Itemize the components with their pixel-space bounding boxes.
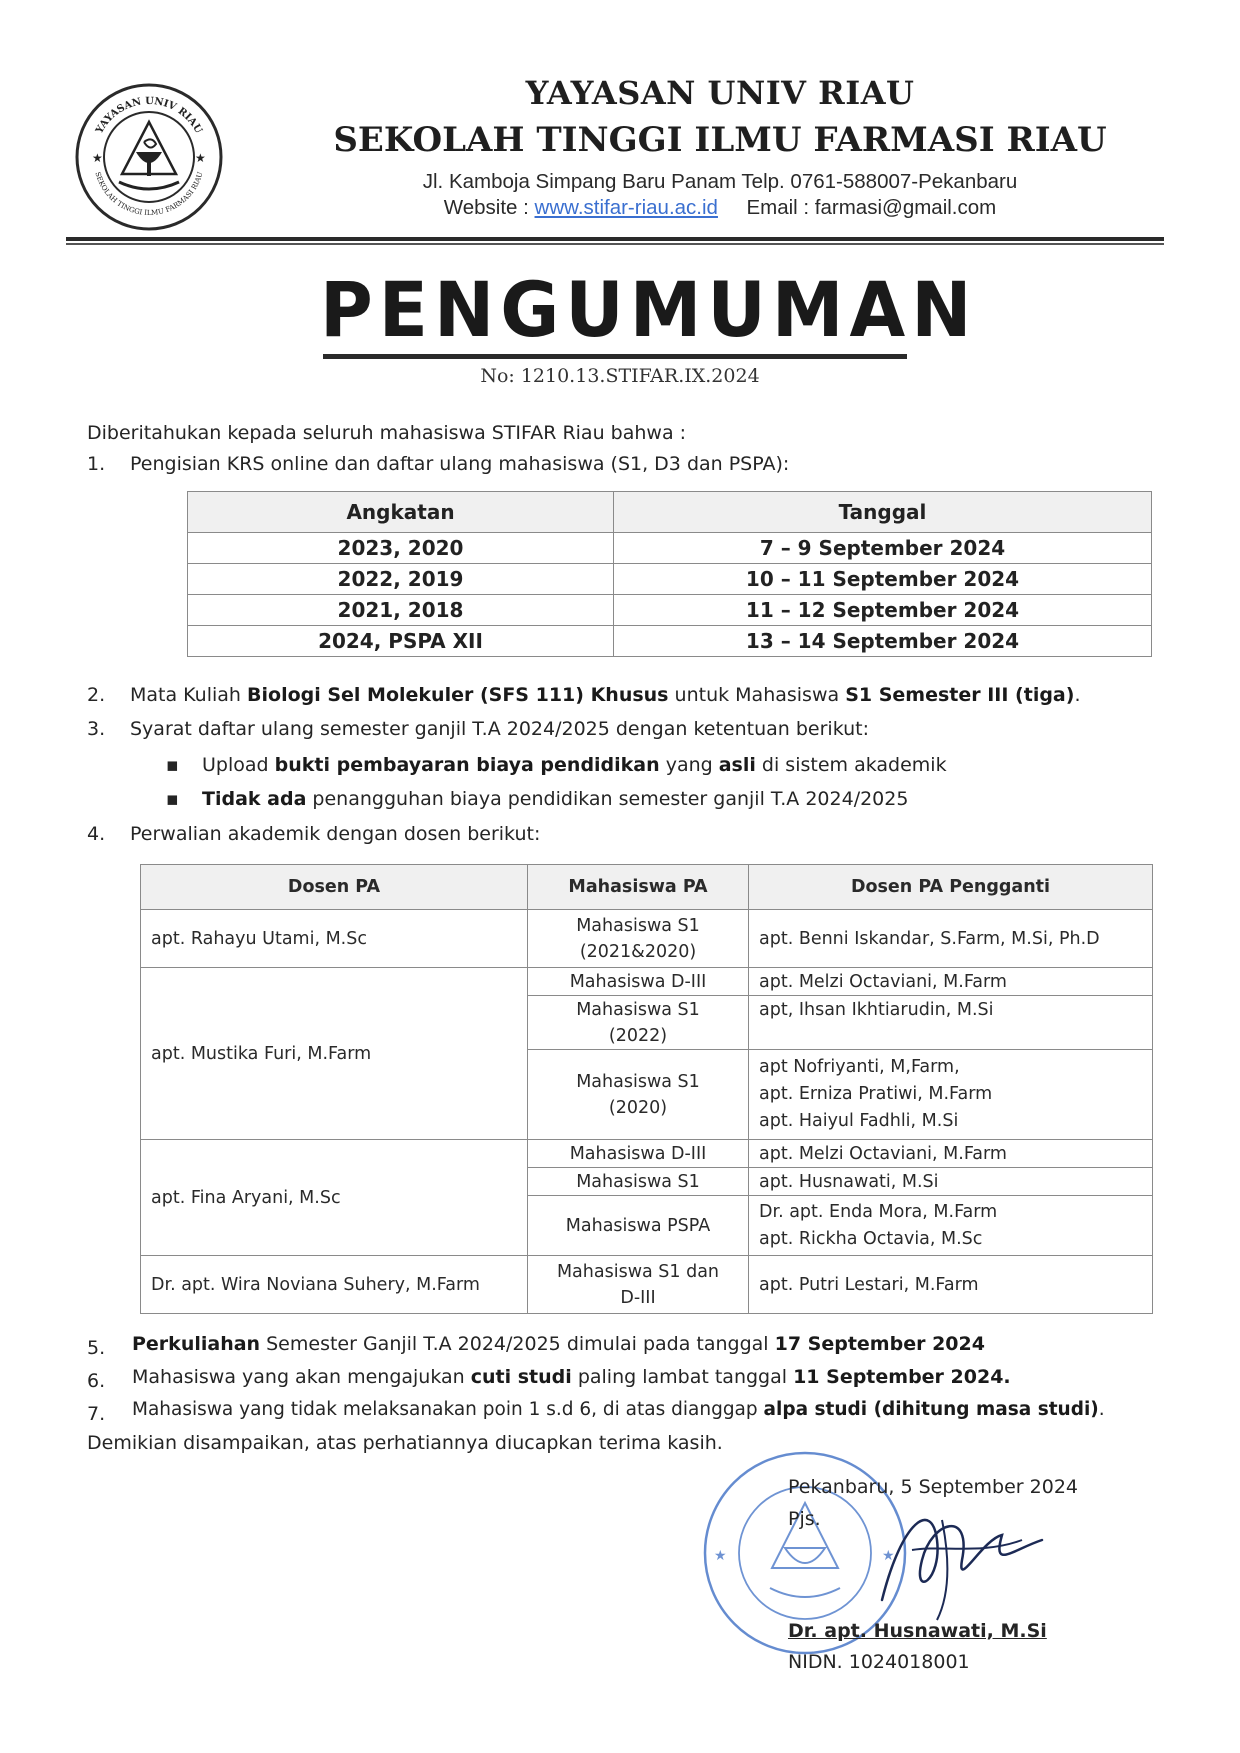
item-number: 2. (87, 684, 106, 706)
item-1-text: Pengisian KRS online dan daftar ulang mahasiswa (S1, D3 dan PSPA): (130, 453, 790, 475)
bullet-1-text: Upload bukti pembayaran biaya pendidikan yang asli di sistem akademik (202, 754, 947, 776)
institution-name: SEKOLAH TINGGI ILMU FARMASI RIAU (333, 120, 1107, 160)
email-label: Email : (746, 196, 810, 219)
svg-text:★: ★ (882, 1548, 895, 1564)
address: Jl. Kamboja Simpang Baru Panam Telp. 0761-588007-Pekanbaru (422, 170, 1018, 193)
svg-text:★: ★ (714, 1548, 727, 1564)
advisor-cell: apt. Mustika Furi, M.Farm (141, 968, 528, 1140)
column-header: Mahasiswa PA (528, 865, 749, 910)
bullet-icon: ▪ (166, 788, 179, 810)
student-group-cell: Mahasiswa D-III (528, 968, 749, 996)
svg-text:★: ★ (92, 151, 103, 165)
place-date: Pekanbaru, 5 September 2024 (788, 1476, 1079, 1498)
signer-name: Dr. apt. Husnawati, M.Si (788, 1620, 1047, 1642)
closing-text: Demikian disampaikan, atas perhatiannya diucapkan terima kasih. (87, 1432, 723, 1454)
substitute-cell: Dr. apt. Enda Mora, M.Farm apt. Rickha Octavia, M.Sc (749, 1196, 1153, 1256)
substitute-cell: apt. Benni Iskandar, S.Farm, M.Si, Ph.D (749, 910, 1153, 968)
cohort-cell: 2021, 2018 (188, 595, 614, 626)
table-row (141, 968, 1153, 996)
website-link[interactable]: www.stifar-riau.ac.id (534, 196, 718, 219)
logo-text-bottom: SEKOLAH TINGGI ILMU FARMASI RIAU (93, 170, 205, 218)
item-number: 4. (87, 823, 106, 845)
advisor-cell: apt. Rahayu Utami, M.Sc (141, 910, 528, 968)
item-5-text: Perkuliahan Semester Ganjil T.A 2024/2025 dimulai pada tanggal 17 September 2024 (132, 1333, 985, 1355)
table-row (141, 910, 1153, 968)
table-row (188, 564, 1152, 595)
column-header: Dosen PA Pengganti (749, 865, 1153, 910)
table-header-row (188, 492, 1152, 533)
substitute-cell: apt. Melzi Octaviani, M.Farm (749, 1140, 1153, 1168)
academic-advisor-table (140, 864, 1153, 1314)
title-underline (323, 354, 907, 359)
handwritten-signature (842, 1480, 1062, 1640)
header-divider (66, 237, 1164, 241)
signer-nidn: NIDN. 1024018001 (788, 1651, 970, 1673)
svg-text:★: ★ (195, 151, 206, 165)
cohort-cell: 2024, PSPA XII (188, 626, 614, 657)
krs-schedule-table (187, 491, 1152, 657)
student-group-cell: Mahasiswa S1 (2022) (528, 996, 749, 1050)
table-row (188, 626, 1152, 657)
date-cell: 11 – 12 September 2024 (614, 595, 1152, 626)
item-3-text: Syarat daftar ulang semester ganjil T.A 2024/2025 dengan ketentuan berikut: (130, 718, 870, 740)
student-group-cell: Mahasiswa S1 dan D-III (528, 1256, 749, 1314)
substitute-cell: apt. Putri Lestari, M.Farm (749, 1256, 1153, 1314)
item-number: 5. (87, 1337, 106, 1359)
item-number: 7. (87, 1403, 106, 1425)
substitute-cell: apt. Husnawati, M.Si (749, 1168, 1153, 1196)
cohort-cell: 2022, 2019 (188, 564, 614, 595)
advisor-cell: Dr. apt. Wira Noviana Suhery, M.Farm (141, 1256, 528, 1314)
item-4-text: Perwalian akademik dengan dosen berikut: (130, 823, 541, 845)
bullet-icon: ▪ (166, 754, 179, 776)
column-header: Tanggal (614, 492, 1152, 533)
substitute-cell: apt Nofriyanti, M,Farm, apt. Erniza Pratiwi, M.Farm apt. Haiyul Fadhli, M.Si (749, 1050, 1153, 1140)
date-cell: 13 – 14 September 2024 (614, 626, 1152, 657)
contact-line (280, 196, 1160, 220)
substitute-cell: apt. Melzi Octaviani, M.Farm (749, 968, 1153, 996)
date-cell: 10 – 11 September 2024 (614, 564, 1152, 595)
table-row (141, 1140, 1153, 1168)
logo-text-top: YAYASAN UNIV RIAU (94, 95, 204, 136)
item-7-text: Mahasiswa yang tidak melaksanakan poin 1 s.d 6, di atas dianggap alpa studi (dihitung masa studi). (132, 1399, 1105, 1420)
student-group-cell: Mahasiswa D-III (528, 1140, 749, 1168)
intro-text: Diberitahukan kepada seluruh mahasiswa STIFAR Riau bahwa : (87, 422, 687, 444)
header-divider-thin (66, 243, 1164, 245)
date-cell: 7 – 9 September 2024 (614, 533, 1152, 564)
student-group-cell: Mahasiswa PSPA (528, 1196, 749, 1256)
bullet-2-text: Tidak ada penangguhan biaya pendidikan semester ganjil T.A 2024/2025 (202, 788, 909, 810)
student-group-cell: Mahasiswa S1 (2020) (528, 1050, 749, 1140)
table-row (188, 533, 1152, 564)
document-number: No: 1210.13.STIFAR.IX.2024 (480, 365, 760, 387)
student-group-cell: Mahasiswa S1 (528, 1168, 749, 1196)
item-number: 3. (87, 718, 106, 740)
table-row (188, 595, 1152, 626)
student-group-cell: Mahasiswa S1 (2021&2020) (528, 910, 749, 968)
column-header: Angkatan (188, 492, 614, 533)
announcement-title: PENGUMUMAN (320, 265, 978, 355)
item-6-text: Mahasiswa yang akan mengajukan cuti studi paling lambat tanggal 11 September 2024. (132, 1366, 1011, 1388)
advisor-cell: apt. Fina Aryani, M.Sc (141, 1140, 528, 1256)
table-row (141, 1256, 1153, 1314)
institution-logo (74, 82, 224, 232)
item-2-text: Mata Kuliah Biologi Sel Molekuler (SFS 111) Khusus untuk Mahasiswa S1 Semester III (tiga). (130, 684, 1081, 706)
website-label: Website : (443, 196, 529, 219)
item-number: 6. (87, 1370, 106, 1392)
item-number: 1. (87, 453, 106, 475)
substitute-cell: apt, Ihsan Ikhtiarudin, M.Si (749, 996, 1153, 1050)
org-name: YAYASAN UNIV RIAU (525, 74, 915, 112)
cohort-cell: 2023, 2020 (188, 533, 614, 564)
table-header-row (141, 865, 1153, 910)
column-header: Dosen PA (141, 865, 528, 910)
email-address: farmasi@gmail.com (814, 196, 997, 219)
signer-role: Pjs. (788, 1508, 821, 1530)
